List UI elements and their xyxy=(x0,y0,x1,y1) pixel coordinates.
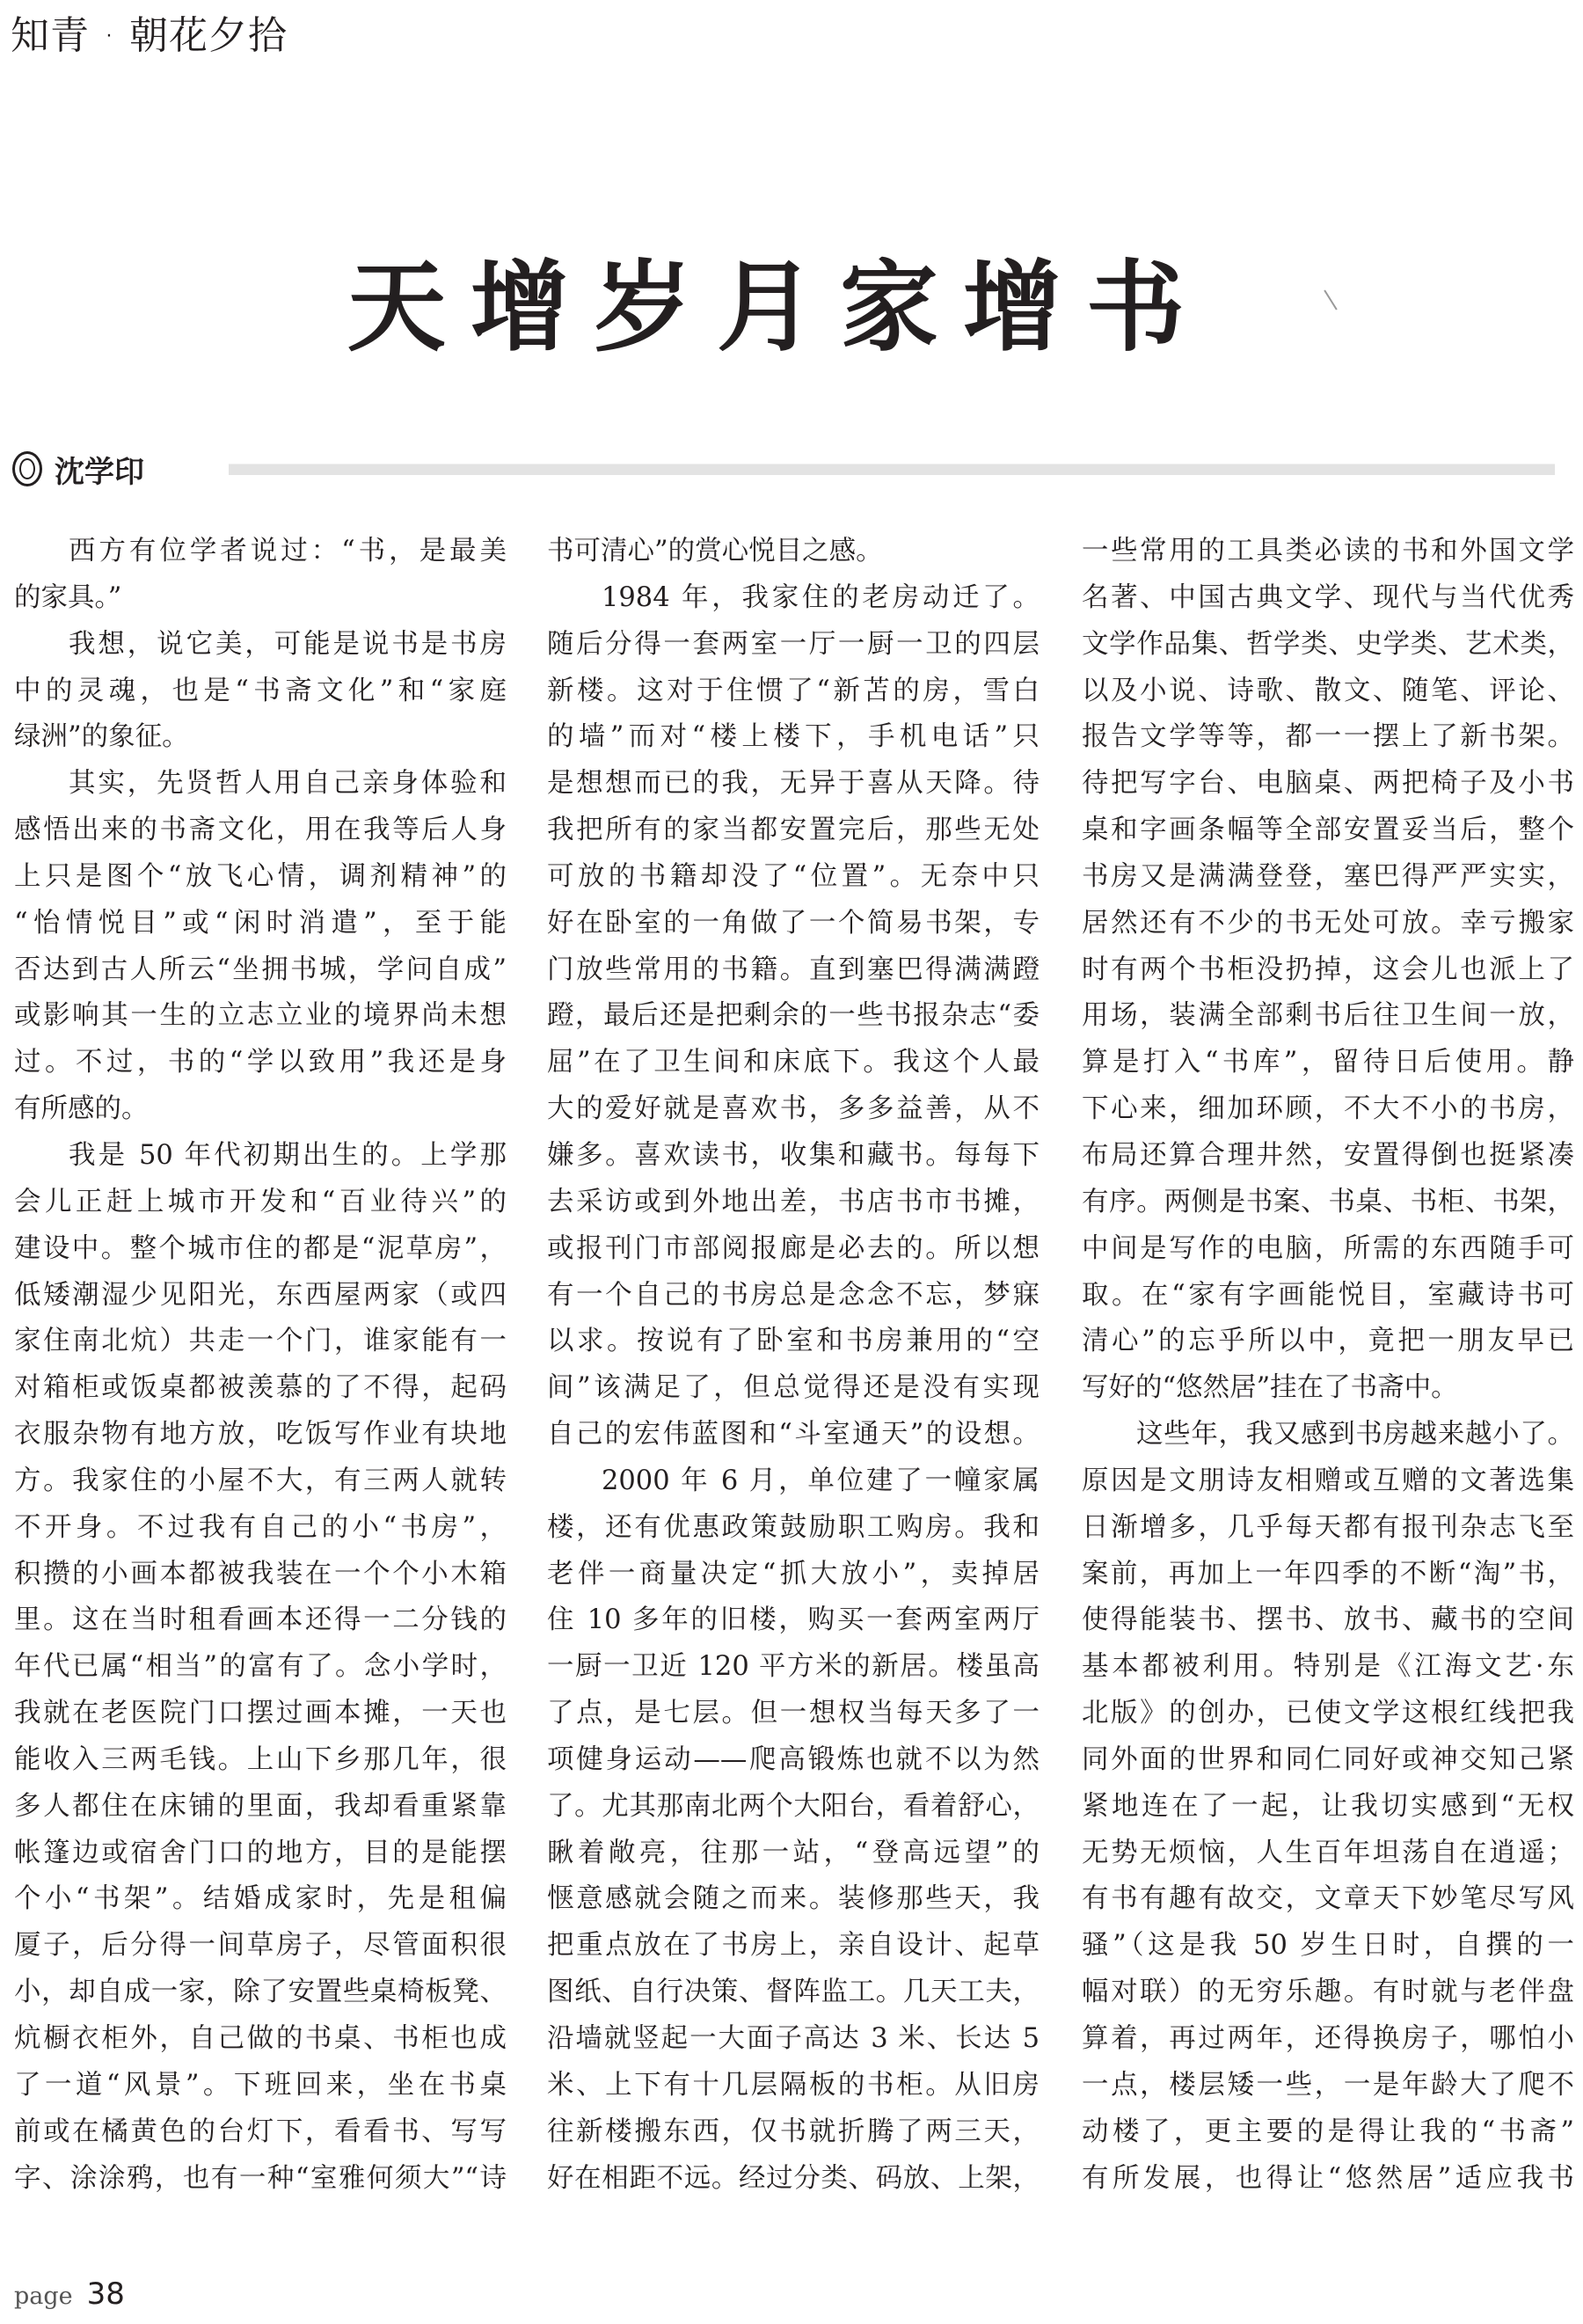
byline xyxy=(12,447,144,491)
text-line: 前或在橘黄色的台灯下，看看书、写写 xyxy=(14,2116,507,2147)
text-line: 对箱柜或饭桌都被羡慕的了不得，起码 xyxy=(14,1372,507,1404)
text-line: 其实，先贤哲人用自己亲身体验和 xyxy=(69,768,507,800)
text-line: 小，却自成一家，除了安置些桌椅板凳、 xyxy=(14,1977,507,2008)
author-name: 沈学印 xyxy=(55,454,144,490)
text-line: 以求。按说有了卧室和书房兼用的“空 xyxy=(547,1326,1040,1357)
decorative-stroke xyxy=(1324,289,1337,310)
page-label: page xyxy=(14,2283,73,2310)
text-line: 我是 50 年代初期出生的。上学那 xyxy=(69,1139,507,1171)
text-line: 了点，是七层。但一想权当每天多了一 xyxy=(547,1698,1040,1729)
text-line: 感悟出来的书斋文化，用在我等后人身 xyxy=(14,815,507,846)
text-line: 使得能装书、摆书、放书、藏书的空间 xyxy=(1082,1604,1574,1636)
text-line: 家住南北炕）共走一个门，谁家能有一 xyxy=(14,1326,507,1357)
text-line: 的家具。” xyxy=(14,581,122,613)
text-line: 好在相距不远。经过分类、码放、上架， xyxy=(547,2162,1040,2194)
text-line: 日渐增多，几乎每天都有报刊杂志飞至 xyxy=(1082,1511,1574,1543)
text-column-1 xyxy=(14,529,507,2202)
text-line: 写好的“悠然居”挂在了书斋中。 xyxy=(1082,1372,1458,1404)
text-line: 惬意感就会随之而来。装修那些天，我 xyxy=(547,1883,1040,1915)
text-line: 或报刊门市部阅报廊是必去的。所以想 xyxy=(547,1232,1040,1264)
text-line: 2000 年 6 月，单位建了一幢家属 xyxy=(602,1465,1040,1496)
text-line: 文学作品集、哲学类、史学类、艺术类， xyxy=(1082,628,1574,660)
text-line: 基本都被利用。特别是《江海文艺·东 xyxy=(1082,1651,1574,1683)
text-line: 有序。两侧是书案、书桌、书柜、书架， xyxy=(1082,1186,1574,1217)
text-line: 的墙”而对“楼上楼下，手机电话”只 xyxy=(547,721,1040,753)
text-line: 中间是写作的电脑，所需的东西随手可 xyxy=(1082,1232,1574,1264)
text-line: 方。我家住的小屋不大，有三两人就转 xyxy=(14,1465,507,1496)
text-line: 1984 年，我家住的老房动迁了。 xyxy=(602,581,1040,613)
text-line: 无势无烦恼，人生百年坦荡自在逍遥； xyxy=(1082,1837,1574,1868)
text-line: 是想想而已的我，无异于喜从天降。待 xyxy=(547,768,1040,800)
text-line: 米、上下有十几层隔板的书柜。从旧房 xyxy=(547,2069,1040,2101)
text-line: 骚”（这是我 50 岁生日时，自撰的一 xyxy=(1082,1930,1574,1962)
text-line: 随后分得一套两室一厅一厨一卫的四层 xyxy=(547,628,1040,660)
text-line: 里。这在当时租看画本还得一二分钱的 xyxy=(14,1604,507,1636)
text-line: 我把所有的家当都安置完后，那些无处 xyxy=(547,815,1040,846)
text-line: 好在卧室的一角做了一个简易书架，专 xyxy=(547,907,1040,939)
text-line: 门放些常用的书籍。直到塞巴得满满蹬 xyxy=(547,954,1040,985)
text-line: 清心”的忘乎所以中，竟把一朋友早已 xyxy=(1082,1326,1574,1357)
text-line: 居然还有不少的书无处可放。幸亏搬家 xyxy=(1082,907,1574,939)
text-line: 了。尤其那南北两个大阳台，看着舒心， xyxy=(547,1790,1040,1822)
text-line: 这些年，我又感到书房越来越小了。 xyxy=(1136,1419,1574,1451)
text-line: 算是打入“书库”，留待日后使用。静 xyxy=(1082,1047,1574,1078)
text-line: 用场，装满全部剩书后往卫生间一放， xyxy=(1082,1000,1574,1032)
text-line: 原因是文朋诗友相赠或互赠的文著选集 xyxy=(1082,1465,1574,1496)
text-line: 书房又是满满登登，塞巴得严严实实， xyxy=(1082,860,1574,892)
text-line: 一厨一卫近 120 平方米的新居。楼虽高 xyxy=(547,1651,1040,1683)
text-line: 绿洲”的象征。 xyxy=(14,721,189,753)
text-line: 报告文学等等，都一一摆上了新书架。 xyxy=(1082,721,1574,753)
section-header: 知青 · 朝花夕拾 xyxy=(11,13,288,58)
text-line: 炕橱衣柜外，自己做的书桌、书柜也成 xyxy=(14,2023,507,2054)
text-line: 瞅着敞亮，往那一站，“登高远望”的 xyxy=(547,1837,1040,1868)
page-number: 38 xyxy=(86,2276,125,2312)
text-line: 案前，再加上一年四季的不断“淘”书， xyxy=(1082,1558,1574,1590)
text-line: 我想，说它美，可能是说书是书房 xyxy=(69,628,507,660)
text-line: 西方有位学者说过：“书，是最美 xyxy=(69,536,507,566)
byline-divider xyxy=(229,464,1555,475)
text-line: 北版》的创办，已使文学这根红线把我 xyxy=(1082,1698,1574,1729)
text-line: 楼，还有优惠政策鼓励职工购房。我和 xyxy=(547,1511,1040,1543)
text-line: 自己的宏伟蓝图和“斗室通天”的设想。 xyxy=(547,1419,1040,1451)
text-line: 住 10 多年的旧楼，购买一套两室两厅 xyxy=(547,1604,1040,1636)
text-line: 有书有趣有故交，文章天下妙笔尽写风 xyxy=(1082,1883,1574,1915)
text-line: 间”该满足了，但总觉得还是没有实现 xyxy=(547,1372,1040,1404)
text-line: 衣服杂物有地方放，吃饭写作业有块地 xyxy=(14,1419,507,1451)
text-line: 图纸、自行决策、督阵监工。几天工夫， xyxy=(547,1977,1040,2008)
text-line: 了一道“风景”。下班回来，坐在书桌 xyxy=(14,2069,507,2101)
text-line: 帐篷边或宿舍门口的地方，目的是能摆 xyxy=(14,1837,507,1868)
text-line: 有所发展，也得让“悠然居”适应我书 xyxy=(1082,2162,1574,2194)
text-line: 过。不过，书的“学以致用”我还是身 xyxy=(14,1047,507,1078)
text-line: 把重点放在了书房上，亲自设计、起草 xyxy=(547,1930,1040,1962)
text-line: 时有两个书柜没扔掉，这会儿也派上了 xyxy=(1082,954,1574,985)
text-line: 算着，再过两年，还得换房子，哪怕小 xyxy=(1082,2023,1574,2054)
text-line: 幅对联）的无穷乐趣。有时就与老伴盘 xyxy=(1082,1977,1574,2008)
text-line: 多人都住在床铺的里面，我却看重紧靠 xyxy=(14,1790,507,1822)
article-title: 天增岁月家增书 xyxy=(347,251,1209,365)
text-line: 一点，楼层矮一些，一是年龄大了爬不 xyxy=(1082,2069,1574,2101)
text-line: 紧地连在了一起，让我切实感到“无权 xyxy=(1082,1790,1574,1822)
text-line: 中的灵魂，也是“书斋文化”和“家庭 xyxy=(14,675,507,706)
text-line: 动楼了，更主要的是得让我的“书斋” xyxy=(1082,2116,1574,2147)
text-line: 大的爱好就是喜欢书，多多益善，从不 xyxy=(547,1093,1040,1125)
text-line: 年代已属“相当”的富有了。念小学时， xyxy=(14,1651,507,1683)
text-line: 字、涂涂鸦，也有一种“室雅何须大”“诗 xyxy=(14,2162,507,2194)
text-line: 建设中。整个城市住的都是“泥草房”， xyxy=(14,1232,507,1264)
text-line: 我就在老医院门口摆过画本摊，一天也 xyxy=(14,1698,507,1729)
text-line: 可放的书籍却没了“位置”。无奈中只 xyxy=(547,860,1040,892)
text-line: 嫌多。喜欢读书，收集和藏书。每每下 xyxy=(547,1139,1040,1171)
text-line: 新楼。这对于住惯了“新苫的房，雪白 xyxy=(547,675,1040,706)
text-line: 取。在“家有字画能悦目，室藏诗书可 xyxy=(1082,1279,1574,1311)
page-footer xyxy=(14,2276,125,2312)
text-column-3 xyxy=(1082,529,1574,2202)
text-line: 往新楼搬东西，仅书就折腾了两三天， xyxy=(547,2116,1040,2147)
text-line: 沿墙就竖起一大面子高达 3 米、长达 5 xyxy=(547,2023,1040,2054)
text-line: 有所感的。 xyxy=(14,1093,149,1125)
double-circle-icon xyxy=(12,451,42,486)
text-line: 屈”在了卫生间和床底下。我这个人最 xyxy=(547,1047,1040,1078)
text-line: 项健身运动——爬高锻炼也就不以为然 xyxy=(547,1743,1040,1775)
text-column-2 xyxy=(547,529,1040,2202)
text-line: 同外面的世界和同仁同好或神交知己紧 xyxy=(1082,1743,1574,1775)
text-line: 以及小说、诗歌、散文、随笔、评论、 xyxy=(1082,675,1574,706)
text-line: 上只是图个“放飞心情，调剂精神”的 xyxy=(14,860,507,892)
text-line: 老伴一商量决定“抓大放小”，卖掉居 xyxy=(547,1558,1040,1590)
text-line: 名著、中国古典文学、现代与当代优秀 xyxy=(1082,581,1574,613)
text-line: 能收入三两毛钱。上山下乡那几年，很 xyxy=(14,1743,507,1775)
text-line: 蹬，最后还是把剩余的一些书报杂志“委 xyxy=(547,1000,1040,1032)
text-line: 或影响其一生的立志立业的境界尚未想 xyxy=(14,1000,507,1032)
text-line: 低矮潮湿少见阳光，东西屋两家（或四 xyxy=(14,1279,507,1311)
text-line: 不开身。不过我有自己的小“书房”， xyxy=(14,1511,507,1543)
text-line: 个小“书架”。结婚成家时，先是租偏 xyxy=(14,1883,507,1915)
text-line: 会儿正赶上城市开发和“百业待兴”的 xyxy=(14,1186,507,1217)
text-line: 否达到古人所云“坐拥书城，学问自成” xyxy=(14,954,507,985)
text-line: 一些常用的工具类必读的书和外国文学 xyxy=(1082,536,1574,566)
text-line: “怡情悦目”或“闲时消遣”，至于能 xyxy=(14,907,507,939)
text-line: 去采访或到外地出差，书店书市书摊， xyxy=(547,1186,1040,1217)
text-line: 积攒的小画本都被我装在一个个小木箱 xyxy=(14,1558,507,1590)
text-line: 桌和字画条幅等全部安置妥当后，整个 xyxy=(1082,815,1574,846)
text-line: 书可清心”的赏心悦目之感。 xyxy=(547,536,883,566)
text-line: 待把写字台、电脑桌、两把椅子及小书 xyxy=(1082,768,1574,800)
text-line: 布局还算合理井然，安置得倒也挺紧凑 xyxy=(1082,1139,1574,1171)
text-line: 有一个自己的书房总是念念不忘，梦寐 xyxy=(547,1279,1040,1311)
text-line: 厦子，后分得一间草房子，尽管面积很 xyxy=(14,1930,507,1962)
text-line: 下心来，细加环顾，不大不小的书房， xyxy=(1082,1093,1574,1125)
